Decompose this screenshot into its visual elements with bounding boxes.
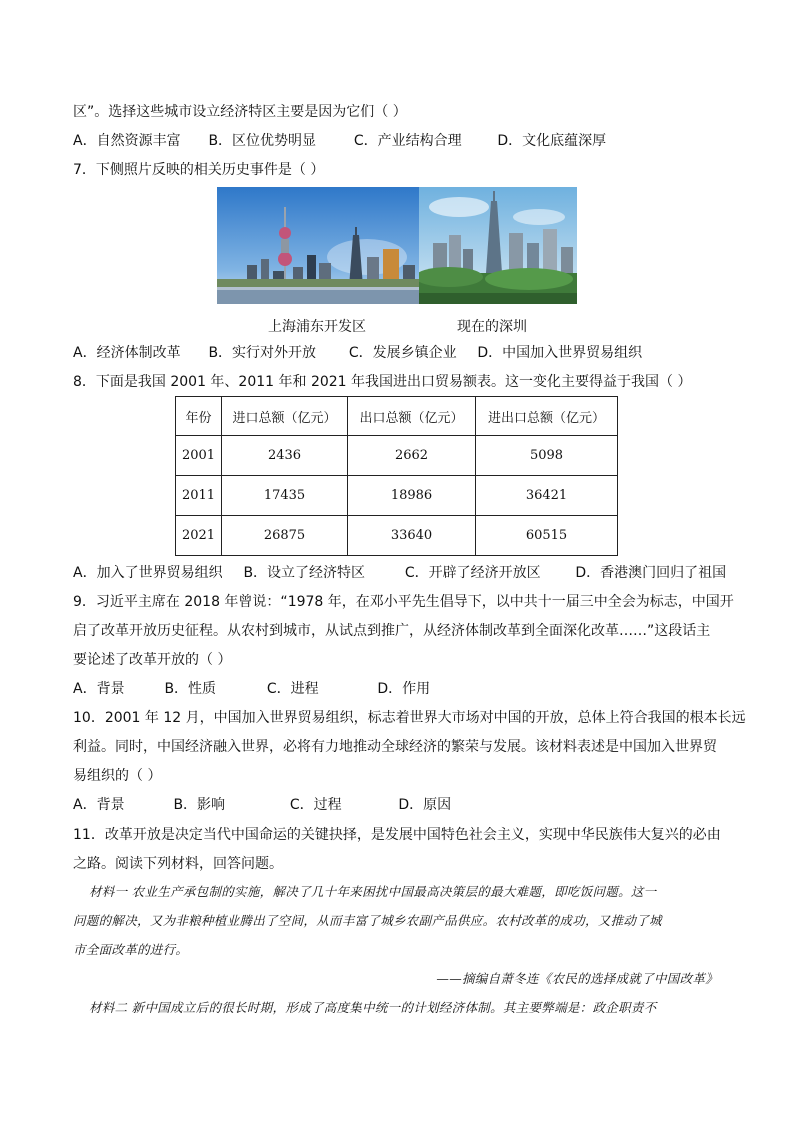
photo-caption-pudong: 上海浦东开发区 bbox=[268, 319, 366, 335]
q6-option-c[interactable]: C．产业结构合理 bbox=[353, 133, 462, 149]
q7-option-d[interactable]: D．中国加入世界贸易组织 bbox=[477, 345, 643, 361]
header-year: 年份 bbox=[176, 397, 222, 436]
q7-option-a[interactable]: A．经济体制改革 bbox=[73, 345, 181, 361]
cell-total: 60515 bbox=[476, 516, 618, 556]
trade-volume-table bbox=[175, 396, 618, 556]
material1-line-3: 市全面改革的进行。 bbox=[73, 942, 189, 957]
material1-source: ——摘编自萧冬连《农民的选择成就了中国改革》 bbox=[436, 971, 718, 986]
table-header-row bbox=[176, 397, 618, 436]
q8-option-d[interactable]: D．香港澳门回归了祖国 bbox=[575, 565, 727, 581]
q8-option-a[interactable]: A．加入了世界贸易组织 bbox=[73, 565, 223, 581]
cell-export: 18986 bbox=[348, 476, 476, 516]
q9-option-d[interactable]: D．作用 bbox=[377, 681, 431, 697]
q9-options bbox=[73, 679, 430, 699]
q10-option-d[interactable]: D．原因 bbox=[398, 797, 452, 813]
table-row bbox=[176, 516, 618, 556]
header-total: 进出口总额（亿元） bbox=[476, 397, 618, 436]
q10-line-3: 易组织的（ ） bbox=[73, 768, 162, 784]
q9-line-1: 9．习近平主席在 2018 年曾说：“1978 年，在邓小平先生倡导下，以中共十一届三中全会为标志，中国开 bbox=[73, 594, 734, 610]
q8-option-c[interactable]: C．开辟了经济开放区 bbox=[404, 565, 541, 581]
header-export: 出口总额（亿元） bbox=[348, 397, 476, 436]
cell-year: 2001 bbox=[176, 436, 222, 476]
q7-option-b[interactable]: B．实行对外开放 bbox=[208, 345, 317, 361]
q9-line-2: 启了改革开放历史征程。从农村到城市，从试点到推广，从经济体制改革到全面深化改革……”这段话主 bbox=[73, 623, 711, 639]
shenzhen-photo bbox=[419, 187, 577, 304]
q7-photos bbox=[217, 187, 577, 304]
q10-line-1: 10．2001 年 12 月，中国加入世界贸易组织，标志着世界大市场对中国的开放，总体上符合我国的根本长远 bbox=[73, 710, 746, 726]
table-row bbox=[176, 476, 618, 516]
q7-options bbox=[73, 343, 642, 363]
q10-option-a[interactable]: A．背景 bbox=[73, 797, 125, 813]
q6-options bbox=[73, 131, 606, 151]
q11-line-1: 11．改革开放是决定当代中国命运的关键抉择，是发展中国特色社会主义，实现中华民族伟大复兴的必由 bbox=[73, 827, 721, 843]
cell-year: 2021 bbox=[176, 516, 222, 556]
material1-line-1: 材料一 农业生产承包制的实施，解决了几十年来困扰中国最高决策层的最大难题，即吃饭问题。这一 bbox=[89, 884, 657, 899]
cell-import: 2436 bbox=[222, 436, 348, 476]
cell-export: 2662 bbox=[348, 436, 476, 476]
q8-option-b[interactable]: B．设立了经济特区 bbox=[243, 565, 366, 581]
q10-option-c[interactable]: C．过程 bbox=[289, 797, 342, 813]
header-import: 进口总额（亿元） bbox=[222, 397, 348, 436]
q10-option-b[interactable]: B．影响 bbox=[173, 797, 226, 813]
q10-line-2: 利益。同时，中国经济融入世界，必将有力地推动全球经济的繁荣与发展。该材料表述是中国加入世界贸 bbox=[73, 739, 717, 755]
q7-stem: 7．下侧照片反映的相关历史事件是（ ） bbox=[73, 162, 325, 178]
q7-option-c[interactable]: C．发展乡镇企业 bbox=[348, 345, 457, 361]
cell-import: 17435 bbox=[222, 476, 348, 516]
q6-stem-tail: 区”。选择这些城市设立经济特区主要是因为它们（ ） bbox=[73, 104, 407, 120]
q6-option-a[interactable]: A．自然资源丰富 bbox=[73, 133, 181, 149]
table-row bbox=[176, 436, 618, 476]
q6-option-b[interactable]: B．区位优势明显 bbox=[208, 133, 317, 149]
q10-options bbox=[73, 795, 451, 815]
q9-option-a[interactable]: A．背景 bbox=[73, 681, 125, 697]
material1-line-2: 问题的解决，又为非粮种植业腾出了空间，从而丰富了城乡农副产品供应。农村改革的成功，又推动了城 bbox=[73, 913, 662, 928]
q9-line-3: 要论述了改革开放的（ ） bbox=[73, 652, 232, 668]
shanghai-pudong-photo bbox=[217, 187, 419, 304]
photo-caption-shenzhen: 现在的深圳 bbox=[457, 319, 527, 335]
cell-year: 2011 bbox=[176, 476, 222, 516]
cell-export: 33640 bbox=[348, 516, 476, 556]
material2-line-1: 材料二 新中国成立后的很长时期，形成了高度集中统一的计划经济体制。其主要弊端是：政企职责不 bbox=[89, 1000, 657, 1015]
q8-stem: 8．下面是我国 2001 年、2011 年和 2021 年我国进出口贸易额表。这一变化主要得益于我国（ ） bbox=[73, 374, 692, 390]
cell-total: 5098 bbox=[476, 436, 618, 476]
cell-import: 26875 bbox=[222, 516, 348, 556]
q8-options bbox=[73, 563, 726, 583]
q9-option-b[interactable]: B．性质 bbox=[164, 681, 217, 697]
q6-option-d[interactable]: D．文化底蕴深厚 bbox=[497, 133, 607, 149]
cell-total: 36421 bbox=[476, 476, 618, 516]
q11-line-2: 之路。阅读下列材料，回答问题。 bbox=[73, 856, 283, 872]
q9-option-c[interactable]: C．进程 bbox=[266, 681, 319, 697]
